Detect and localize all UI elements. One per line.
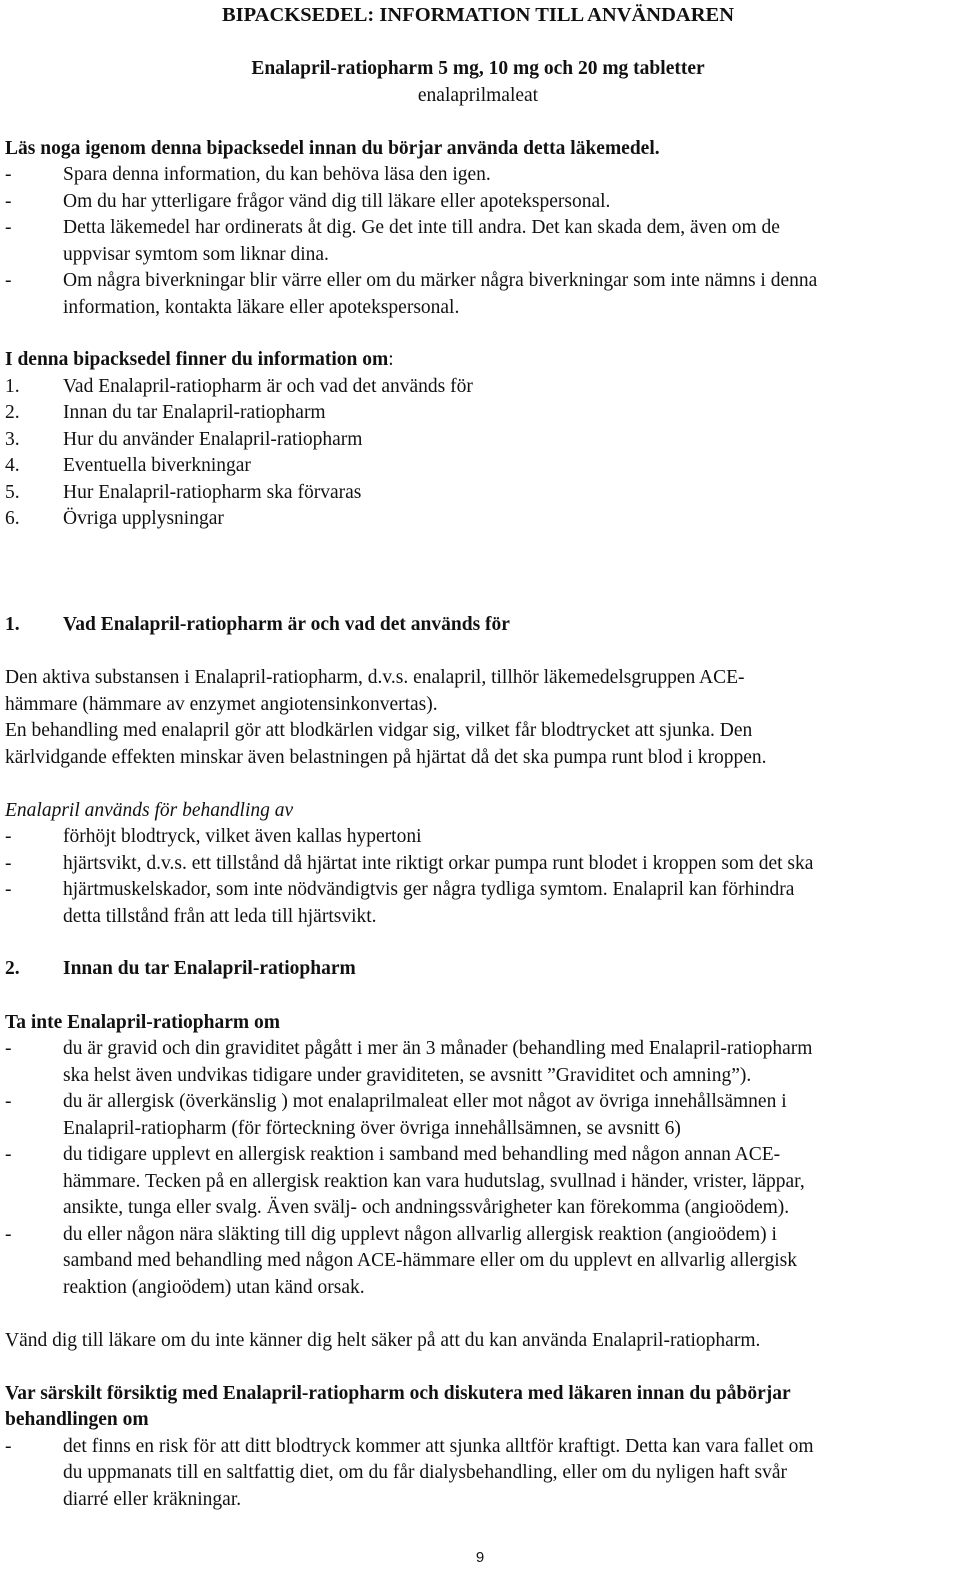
toc-item-number: 3. (5, 429, 20, 450)
toc-heading-text: I denna bipacksedel finner du information om (5, 349, 389, 370)
intro-bullet: Spara denna information, du kan behöva läsa den igen. (63, 164, 491, 185)
document-title: BIPACKSEDEL: INFORMATION TILL ANVÄNDAREN (222, 4, 734, 26)
bullet-dash: - (5, 879, 12, 900)
toc-heading (5, 347, 394, 374)
toc-item-label: Hur Enalapril-ratiopharm ska förvaras (63, 482, 362, 503)
contraindication-item-cont: samband med behandling med någon ACE-hämmare eller om du upplevt en allvarlig allergisk (63, 1250, 797, 1271)
bullet-dash: - (5, 1038, 12, 1059)
bullet-dash: - (5, 1224, 12, 1245)
caution-item-cont: du uppmanats till en saltfattig diet, om du får dialysbehandling, eller om du nyligen haft svår (63, 1462, 788, 1483)
used-for-heading: Enalapril används för behandling av (5, 800, 294, 821)
section-1-paragraph: En behandling med enalapril gör att blodkärlen vidgar sig, vilket får blodtrycket att sjunka. Den (5, 720, 753, 741)
section-1-heading: Vad Enalapril-ratiopharm är och vad det används för (63, 614, 510, 635)
contraindication-item: du är allergisk (överkänslig ) mot enalaprilmaleat eller mot något av övriga innehållsämnen i (63, 1091, 787, 1112)
active-substance: enalaprilmaleat (417, 85, 539, 106)
bullet-dash: - (5, 217, 12, 238)
bullet-dash: - (5, 826, 12, 847)
intro-bullet: Detta läkemedel har ordinerats åt dig. Ge det inte till andra. Det kan skada dem, även om de (63, 217, 780, 238)
toc-item-label: Innan du tar Enalapril-ratiopharm (63, 402, 326, 423)
indication-item: hjärtmuskelskador, som inte nödvändigtvis ger några tydliga symtom. Enalapril kan förhindra (63, 879, 795, 900)
intro-bullet-cont: information, kontakta läkare eller apotekspersonal. (63, 297, 460, 318)
section-1-paragraph: hämmare (hämmare av enzymet angiotensinkonvertas). (5, 694, 438, 715)
toc-item-label: Övriga upplysningar (63, 508, 224, 529)
intro-bullet-cont: uppvisar symtom som liknar dina. (63, 244, 329, 265)
toc-heading-colon: : (388, 349, 394, 370)
bullet-dash: - (5, 270, 12, 291)
caution-heading: Var särskilt försiktig med Enalapril-ratiopharm och diskutera med läkaren innan du påbörjar (5, 1383, 791, 1404)
intro-bullet: Om du har ytterligare frågor vänd dig till läkare eller apotekspersonal. (63, 191, 611, 212)
contraindication-item-cont: reaktion (angioödem) utan känd orsak. (63, 1277, 365, 1298)
bullet-dash: - (5, 1144, 12, 1165)
contact-doctor-text: Vänd dig till läkare om du inte känner dig helt säker på att du kan använda Enalapril-ratiopharm. (5, 1330, 761, 1351)
bullet-dash: - (5, 164, 12, 185)
toc-item-number: 4. (5, 455, 20, 476)
contraindications-heading: Ta inte Enalapril-ratiopharm om (5, 1012, 280, 1033)
product-name: Enalapril-ratiopharm 5 mg, 10 mg och 20 mg tabletter (251, 58, 705, 79)
section-2-heading: Innan du tar Enalapril-ratiopharm (63, 958, 356, 979)
section-2-number: 2. (5, 958, 20, 979)
intro-heading: Läs noga igenom denna bipacksedel innan du börjar använda detta läkemedel. (5, 138, 660, 159)
toc-item-number: 6. (5, 508, 20, 529)
contraindication-item-cont: ska helst även undvikas tidigare under graviditeten, se avsnitt ”Graviditet och amning”). (63, 1065, 752, 1086)
intro-bullet: Om några biverkningar blir värre eller om du märker några biverkningar som inte nämns i denna (63, 270, 818, 291)
bullet-dash: - (5, 1091, 12, 1112)
contraindication-item: du tidigare upplevt en allergisk reaktion i samband med behandling med någon annan ACE- (63, 1144, 781, 1165)
page-number: 9 (475, 1549, 485, 1566)
toc-item-label: Vad Enalapril-ratiopharm är och vad det används för (63, 376, 473, 397)
contraindication-item-cont: hämmare. Tecken på en allergisk reaktion kan vara hudutslag, svullnad i händer, vrister, läppar, (63, 1171, 805, 1192)
section-1-paragraph: Den aktiva substansen i Enalapril-ratiopharm, d.v.s. enalapril, tillhör läkemedelsgruppen ACE- (5, 667, 745, 688)
toc-item-number: 5. (5, 482, 20, 503)
indication-item-cont: detta tillstånd från att leda till hjärtsvikt. (63, 906, 377, 927)
section-1-number: 1. (5, 614, 20, 635)
toc-item-number: 2. (5, 402, 20, 423)
indication-item: hjärtsvikt, d.v.s. ett tillstånd då hjärtat inte riktigt orkar pumpa runt blodet i kroppen som det ska (63, 853, 814, 874)
contraindication-item: du eller någon nära släkting till dig upplevt någon allvarlig allergisk reaktion (angioödem) i (63, 1224, 777, 1245)
section-1-paragraph: kärlvidgande effekten minskar även belastningen på hjärtat då det ska pumpa runt blod i kroppen. (5, 747, 767, 768)
caution-item: det finns en risk för att ditt blodtryck kommer att sjunka alltför kraftigt. Detta kan vara fallet om (63, 1436, 814, 1457)
bullet-dash: - (5, 1436, 12, 1457)
caution-heading-cont: behandlingen om (5, 1409, 149, 1430)
contraindication-item-cont: Enalapril-ratiopharm (för förteckning över övriga innehållsämnen, se avsnitt 6) (63, 1118, 681, 1139)
toc-item-label: Hur du använder Enalapril-ratiopharm (63, 429, 363, 450)
bullet-dash: - (5, 853, 12, 874)
toc-item-number: 1. (5, 376, 20, 397)
contraindication-item: du är gravid och din graviditet pågått i mer än 3 månader (behandling med Enalapril-ratiopharm (63, 1038, 813, 1059)
indication-item: förhöjt blodtryck, vilket även kallas hypertoni (63, 826, 422, 847)
toc-item-label: Eventuella biverkningar (63, 455, 251, 476)
bullet-dash: - (5, 191, 12, 212)
caution-item-cont: diarré eller kräkningar. (63, 1489, 242, 1510)
contraindication-item-cont: ansikte, tunga eller svalg. Även svälj- och andningssvårigheter kan förekomma (angioödem). (63, 1197, 790, 1218)
